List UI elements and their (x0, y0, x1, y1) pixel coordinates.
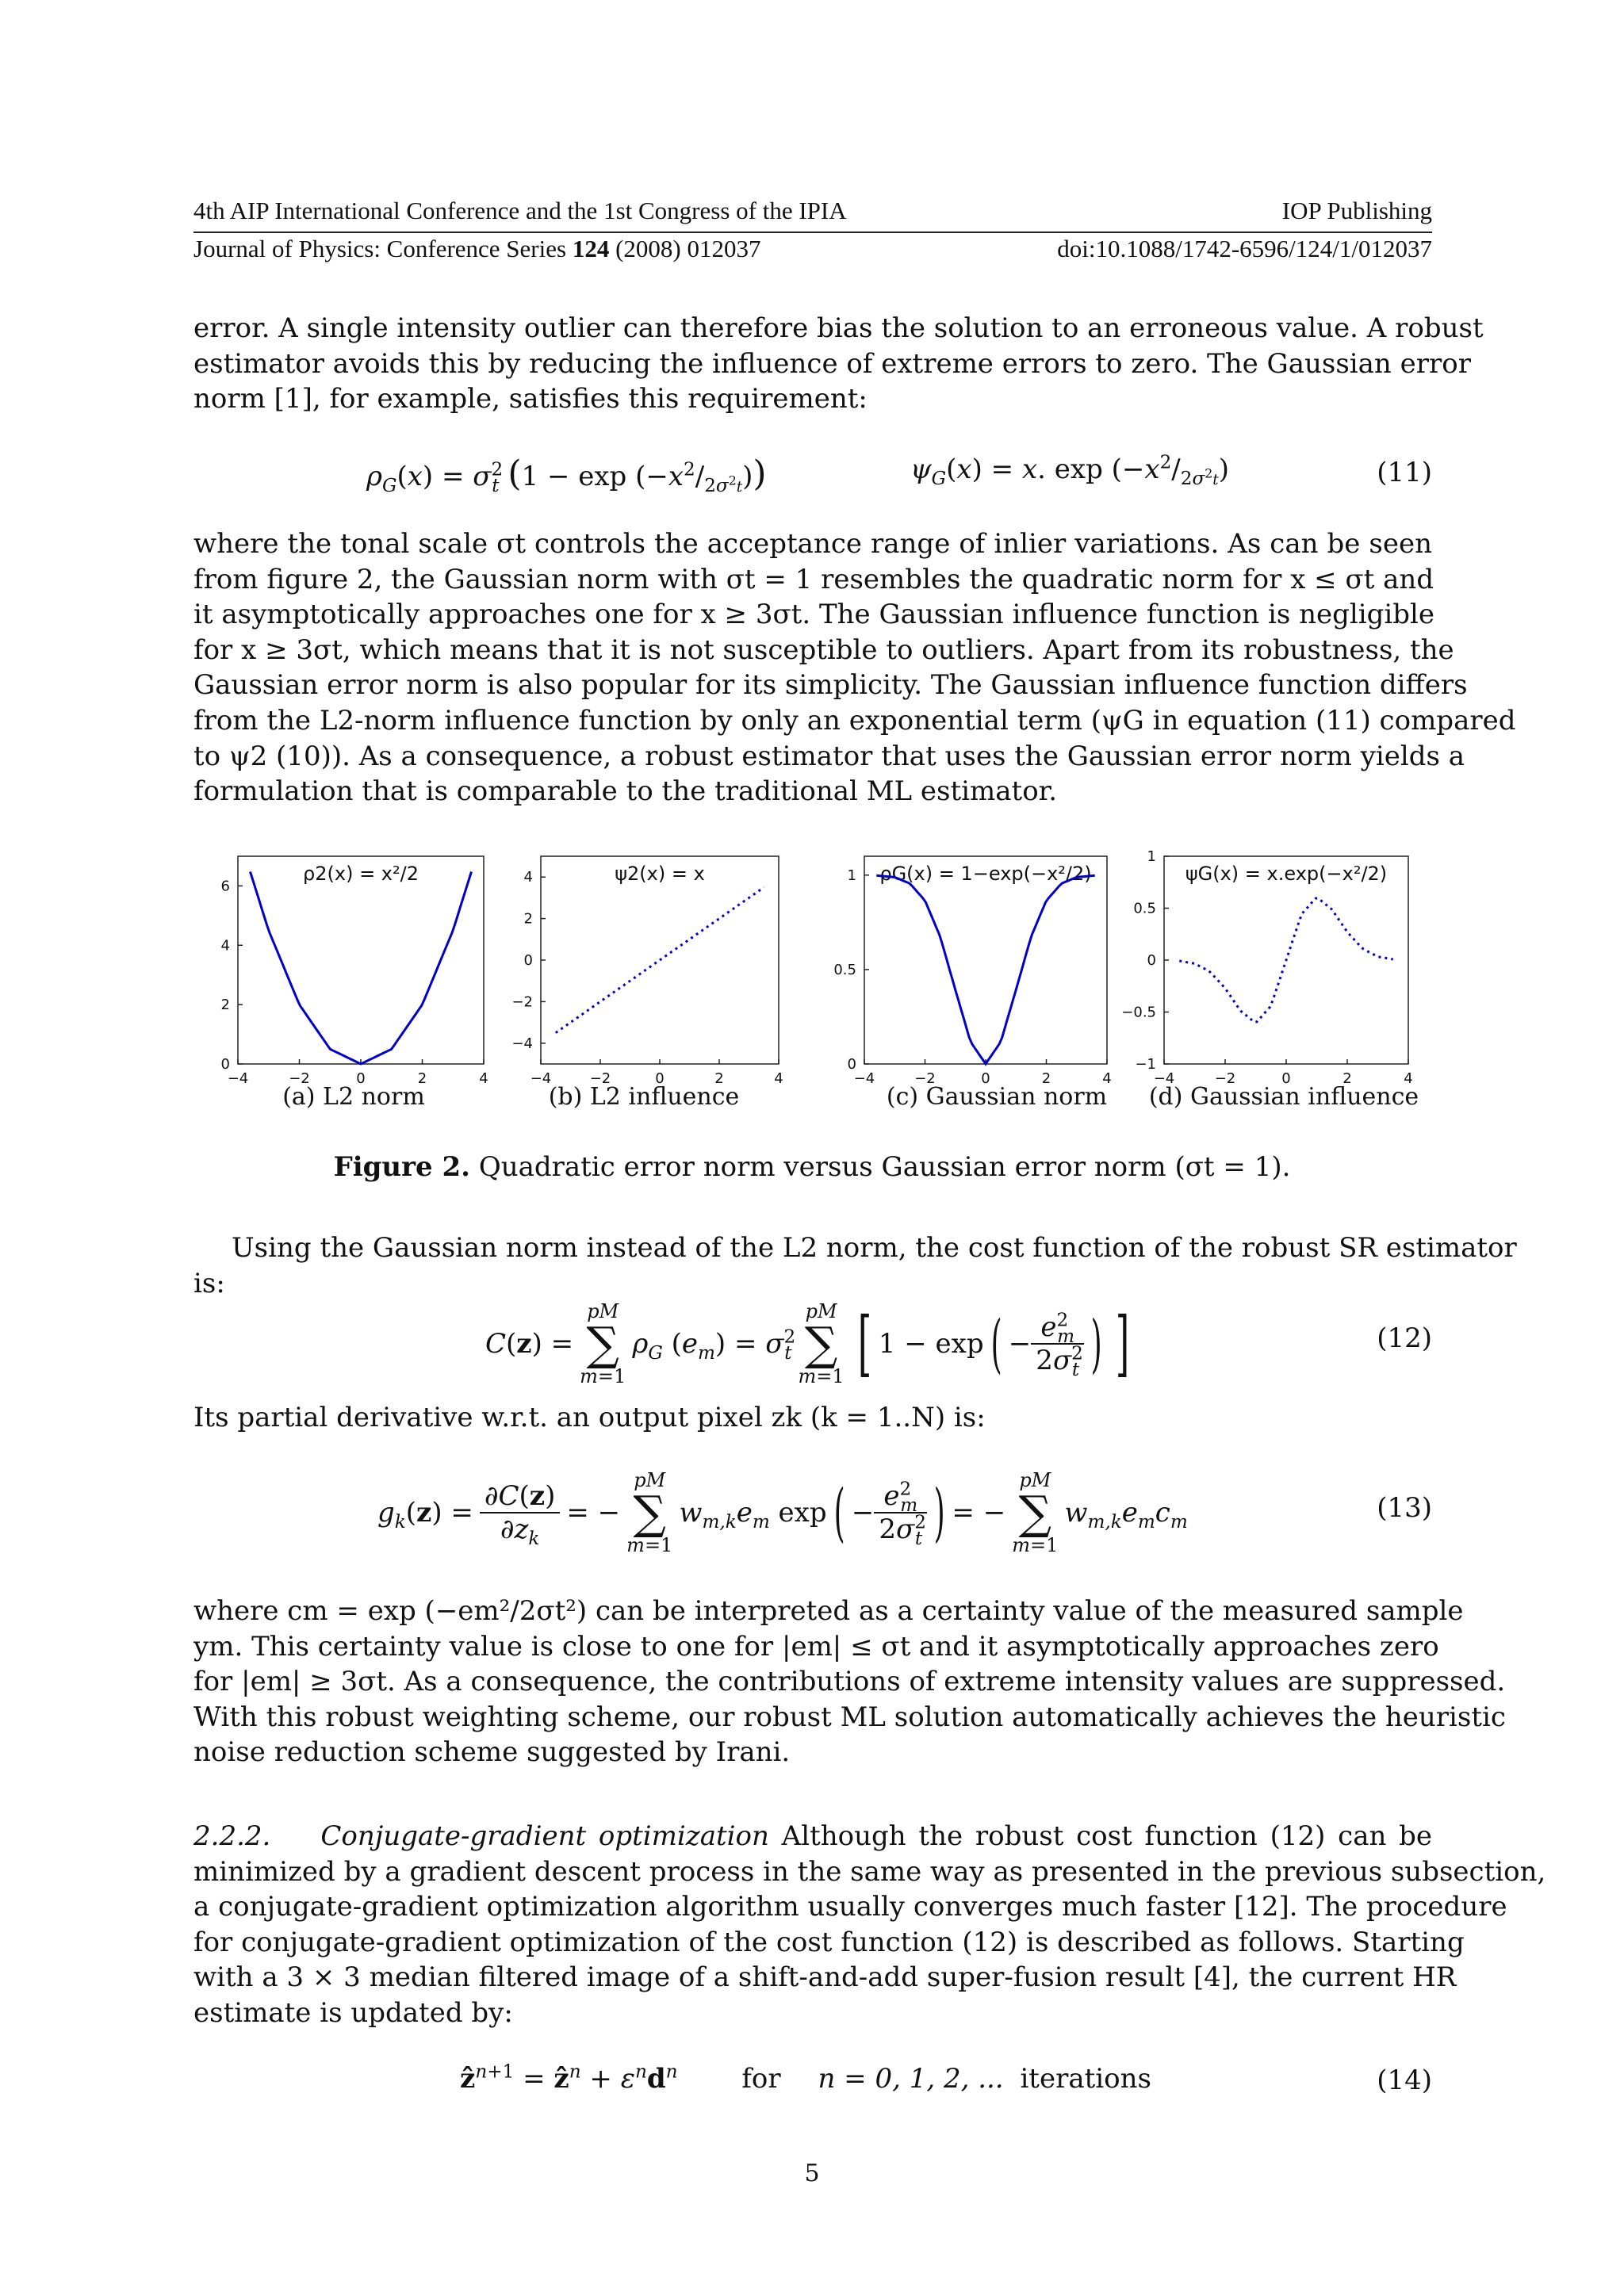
subcaption-a: (a) L2 norm (282, 1083, 425, 1111)
y-tick-label: 2 (523, 910, 533, 928)
y-tick-label: 2 (220, 997, 230, 1014)
y-tick-label: −2 (511, 993, 533, 1011)
x-tick-label: 4 (1404, 1070, 1413, 1087)
equation-number-14: (14) (1377, 2064, 1432, 2096)
subcaption-c: (c) Gaussian norm (886, 1083, 1108, 1111)
figure-2-plots (0, 840, 1624, 1087)
text-line: Although the robust cost function (12) can be (781, 1820, 1433, 1852)
equation-12: C(z) = pM ∑ m=1 $\rho_G$ $(e_m) = \sigma^2_t$ pM ∑ m=1 [ 1 − exp ( − $\frac{e^2_m}{2\sigma^2_t}$ ) ] (485, 1300, 1130, 1387)
eq14-for: for (741, 2063, 781, 2095)
equation-13: $g_k(z)$ = $\frac{\partial C(z)}{\partial z_k}$ = − pM ∑ m=1 $w_{m,k}e_m$ exp ( − $\frac{e^2_m}{2\sigma^2_t}$ ) = − pM ∑ m=1 $w_{m,k}e_mc_m$ (377, 1469, 1188, 1556)
y-tick-label: 4 (523, 869, 533, 886)
journal-name: Journal of Physics: Conference Series (193, 235, 573, 262)
text-line: Its partial derivative w.r.t. an output pixel zk (k = 1..N) is: (193, 1402, 986, 1433)
page-number: 5 (804, 2160, 820, 2187)
running-header-left: 4th AIP International Conference and the 1st Congress of the IPIA (193, 197, 847, 224)
text-line: from figure 2, the Gaussian norm with σt = 1 resembles the quadratic norm for x ≤ σt and (193, 563, 1434, 595)
text-line: With this robust weighting scheme, our robust ML solution automatically achieves the heuristic (193, 1701, 1506, 1733)
x-tick-label: −4 (1153, 1070, 1175, 1087)
journal-volume: 124 (572, 235, 610, 262)
y-tick-label: 0 (523, 952, 533, 969)
text-line: to ψ2 (10)). As a consequence, a robust estimator that uses the Gaussian error norm yields a (193, 740, 1465, 772)
running-header-right: IOP Publishing (1281, 197, 1432, 224)
panel-title: ρ2(x) = x²/2 (303, 863, 419, 885)
text-line: formulation that is comparable to the traditional ML estimator. (193, 775, 1057, 808)
y-tick-label: 6 (220, 878, 230, 895)
x-tick-label: 0 (981, 1070, 990, 1087)
figure-caption (0, 1151, 1624, 1183)
x-tick-label: 4 (774, 1070, 783, 1087)
section-number: 2.2.2. (193, 1820, 271, 1852)
y-tick-label: −1 (1135, 1056, 1156, 1073)
text-line: for x ≥ 3σt, which means that it is not susceptible to outliers. Apart from its robustness, the (193, 633, 1454, 666)
plot-frame (238, 856, 484, 1064)
x-tick-label: −2 (589, 1070, 611, 1087)
y-tick-label: −0.5 (1121, 1004, 1156, 1021)
text-line: is: (193, 1267, 225, 1299)
plot-frame (864, 856, 1107, 1064)
x-tick-label: −2 (1214, 1070, 1236, 1087)
text-line: Using the Gaussian norm instead of the L2 norm, the cost function of the robust SR estimator (232, 1232, 1517, 1264)
x-tick-label: 2 (1342, 1070, 1352, 1087)
eq14-condition: n = 0, 1, 2, ... (818, 2063, 1004, 2095)
text-line: for conjugate-gradient optimization of the cost function (12) is described as follows. Starting (193, 1926, 1465, 1958)
journal-citation (193, 233, 760, 265)
y-tick-label: 4 (220, 937, 230, 955)
panel-title: ρG(x) = 1−exp(−x²/2) (879, 863, 1092, 885)
y-tick-label: 1 (1147, 848, 1156, 865)
text-line: where cm = exp (−em²/2σt²) can be interpreted as a certainty value of the measured sample (193, 1595, 1464, 1627)
y-tick-label: 0.5 (833, 961, 856, 978)
x-tick-label: −4 (853, 1070, 875, 1087)
text-line: from the L2-norm influence function by only an exponential term (ψG in equation (11) compared (193, 704, 1516, 737)
equation-11-left: $\rho_G(x) = \sigma^2_t$ $(1 - \exp (-x^2/_{2\sigma^2t}))$ (366, 453, 767, 496)
journal-year: (2008) 012037 (609, 235, 761, 262)
section-heading-line (193, 1819, 1432, 1854)
paragraph-partial-derivative (193, 1400, 1432, 1436)
x-tick-label: 0 (655, 1070, 665, 1087)
subcaption-d: (d) Gaussian influence (1148, 1083, 1419, 1111)
figure-label: Figure 2. (333, 1151, 471, 1183)
x-tick-label: 0 (1281, 1070, 1291, 1087)
text-line: error. A single intensity outlier can therefore bias the solution to an erroneous value. A robust (193, 312, 1484, 344)
equation-14: ẑ$^{n+1}$ = ẑ$^n$ + $\varepsilon^nd^n$ for n = 0, 1, 2, ... iterations (460, 2061, 1151, 2095)
y-tick-label: 0 (1147, 952, 1156, 969)
text-line: norm [1], for example, satisfies this requirement: (193, 383, 868, 415)
panel-title: ψG(x) = x.exp(−x²/2) (1185, 863, 1388, 885)
y-tick-label: 1 (847, 867, 856, 884)
data-series-line (876, 875, 1094, 1064)
x-tick-label: −4 (227, 1070, 249, 1087)
doi: doi:10.1088/1742-6596/124/1/012037 (1057, 235, 1432, 262)
section-conjugate-gradient (193, 1819, 1546, 2031)
text-line: where the tonal scale σt controls the acceptance range of inlier variations. As can be seen (193, 528, 1432, 560)
x-tick-label: 2 (1041, 1070, 1051, 1087)
x-tick-label: −2 (914, 1070, 936, 1087)
x-tick-label: −2 (289, 1070, 310, 1087)
paragraph-tonal-scale (193, 526, 1516, 809)
data-series-line (556, 887, 764, 1032)
text-line: a conjugate-gradient optimization algorithm usually converges much faster [12]. The procedure (193, 1891, 1507, 1923)
data-series-line (1179, 898, 1393, 1022)
text-line: ym. This certainty value is close to one for |em| ≤ σt and it asymptotically approaches zero (193, 1630, 1439, 1663)
equation-number-12: (12) (1377, 1322, 1432, 1354)
y-tick-label: −4 (511, 1035, 533, 1052)
paragraph-intro (193, 311, 1484, 417)
panel-title: ψ2(x) = x (615, 863, 705, 885)
text-line: with a 3 × 3 median filtered image of a shift-and-add super-fusion result [4], the current HR (193, 1961, 1457, 1994)
text-line: estimator avoids this by reducing the influence of extreme errors to zero. The Gaussian error (193, 347, 1471, 380)
text-line: Gaussian error norm is also popular for its simplicity. The Gaussian influence function differs (193, 669, 1468, 702)
text-line: minimized by a gradient descent process in the same way as presented in the previous subsection, (193, 1855, 1546, 1888)
x-tick-label: 4 (479, 1070, 488, 1087)
subcaption-b: (b) L2 influence (548, 1083, 740, 1111)
text-line: it asymptotically approaches one for x ≥ 3σt. The Gaussian influence function is negligible (193, 599, 1435, 631)
equation-11-right: $\psi_G(x) = x$. $\exp (-x^2/_{2\sigma^2t})$ (910, 452, 1229, 489)
equation-number-13: (13) (1377, 1492, 1432, 1524)
figure-caption-text: Quadratic error norm versus Gaussian error norm (σt = 1). (478, 1151, 1291, 1183)
text-line: noise reduction scheme suggested by Irani. (193, 1736, 791, 1769)
x-tick-label: 0 (356, 1070, 366, 1087)
text-line: for |em| ≥ 3σt. As a consequence, the contributions of extreme intensity values are suppressed. (193, 1666, 1506, 1698)
x-tick-label: 2 (417, 1070, 427, 1087)
x-tick-label: 2 (714, 1070, 724, 1087)
y-tick-label: 0 (847, 1056, 856, 1073)
paragraph-cost-function (193, 1230, 1517, 1301)
y-tick-label: 0 (220, 1056, 230, 1073)
paragraph-certainty (193, 1594, 1506, 1770)
section-title: Conjugate-gradient optimization (320, 1820, 769, 1852)
x-tick-label: 4 (1102, 1070, 1112, 1087)
x-tick-label: −4 (530, 1070, 552, 1087)
data-series-line (251, 872, 472, 1065)
text-line: estimate is updated by: (193, 1996, 513, 2029)
eq14-iterations: iterations (1020, 2063, 1151, 2095)
y-tick-label: 0.5 (1133, 900, 1156, 917)
equation-number-11: (11) (1377, 457, 1432, 488)
